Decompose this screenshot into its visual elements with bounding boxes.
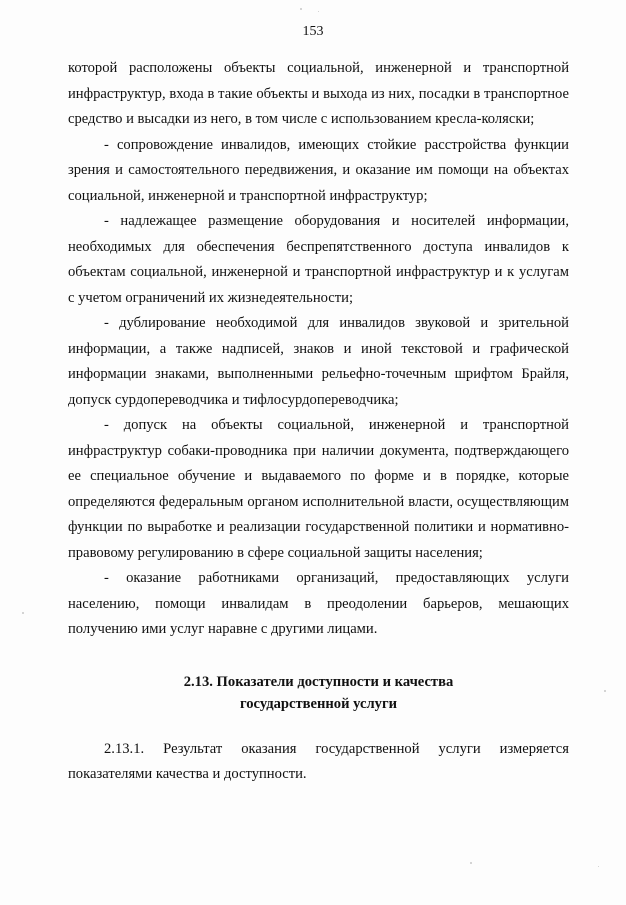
paragraph-continuation: которой расположены объекты социальной, инженерной и транспортной инфраструктур, входа в такие объекты и выхода из них, посадки в транспортное средство и высадки из него, в том числе с использованием кресла-коляски; [68,60,569,127]
section-heading-line-1: 2.13. Показатели доступности и качества [183,673,454,690]
scan-speck [604,690,606,692]
section-heading-line-2: государственной услуги [239,695,398,712]
section-heading [68,671,569,715]
page-number: 153 [302,24,324,39]
scan-speck [598,866,599,867]
scan-speck [318,11,319,12]
paragraph-duplication: - дублирование необходимой для инвалидов звуковой и зрительной информации, а также надписей, знаков и иной текстовой и графической информации знаками, выполненными рельефно-точечным шрифтом Брайля, допуск сурдопереводчика и тифлосурдопереводчика; [68,315,569,408]
paragraph-guide-dog: - допуск на объекты социальной, инженерной и транспортной инфраструктур собаки-проводника при наличии документа, подтверждающего ее специальное обучение и выдаваемого по форме и в порядке, которые определяются федеральным органом исполнительной власти, осуществляющим функции по выработке и реализации государственной политики и нормативно-правовому регулированию в сфере социальной защиты населения; [68,417,569,561]
scan-speck [22,612,24,614]
paragraph-result: 2.13.1. Результат оказания государственной услуги измеряется показателями качества и доступности. [68,740,569,782]
paragraph-equipment: - надлежащее размещение оборудования и носителей информации, необходимых для обеспечения беспрепятственного доступа инвалидов к объектам социальной, инженерной и транспортной инфраструктур и к услугам с учетом ограничений их жизнедеятельности; [68,213,569,306]
scan-speck [470,862,472,864]
page-body [68,56,569,788]
scan-speck [300,8,302,10]
paragraph-assistance: - оказание работниками организаций, предоставляющих услуги населению, помощи инвалидам в преодолении барьеров, мешающих получению ими услуг наравне с другими лицами. [68,570,569,637]
paragraph-escort: - сопровождение инвалидов, имеющих стойкие расстройства функции зрения и самостоятельного передвижения, и оказание им помощи на объектах социальной, инженерной и транспортной инфраструктур; [68,136,569,204]
